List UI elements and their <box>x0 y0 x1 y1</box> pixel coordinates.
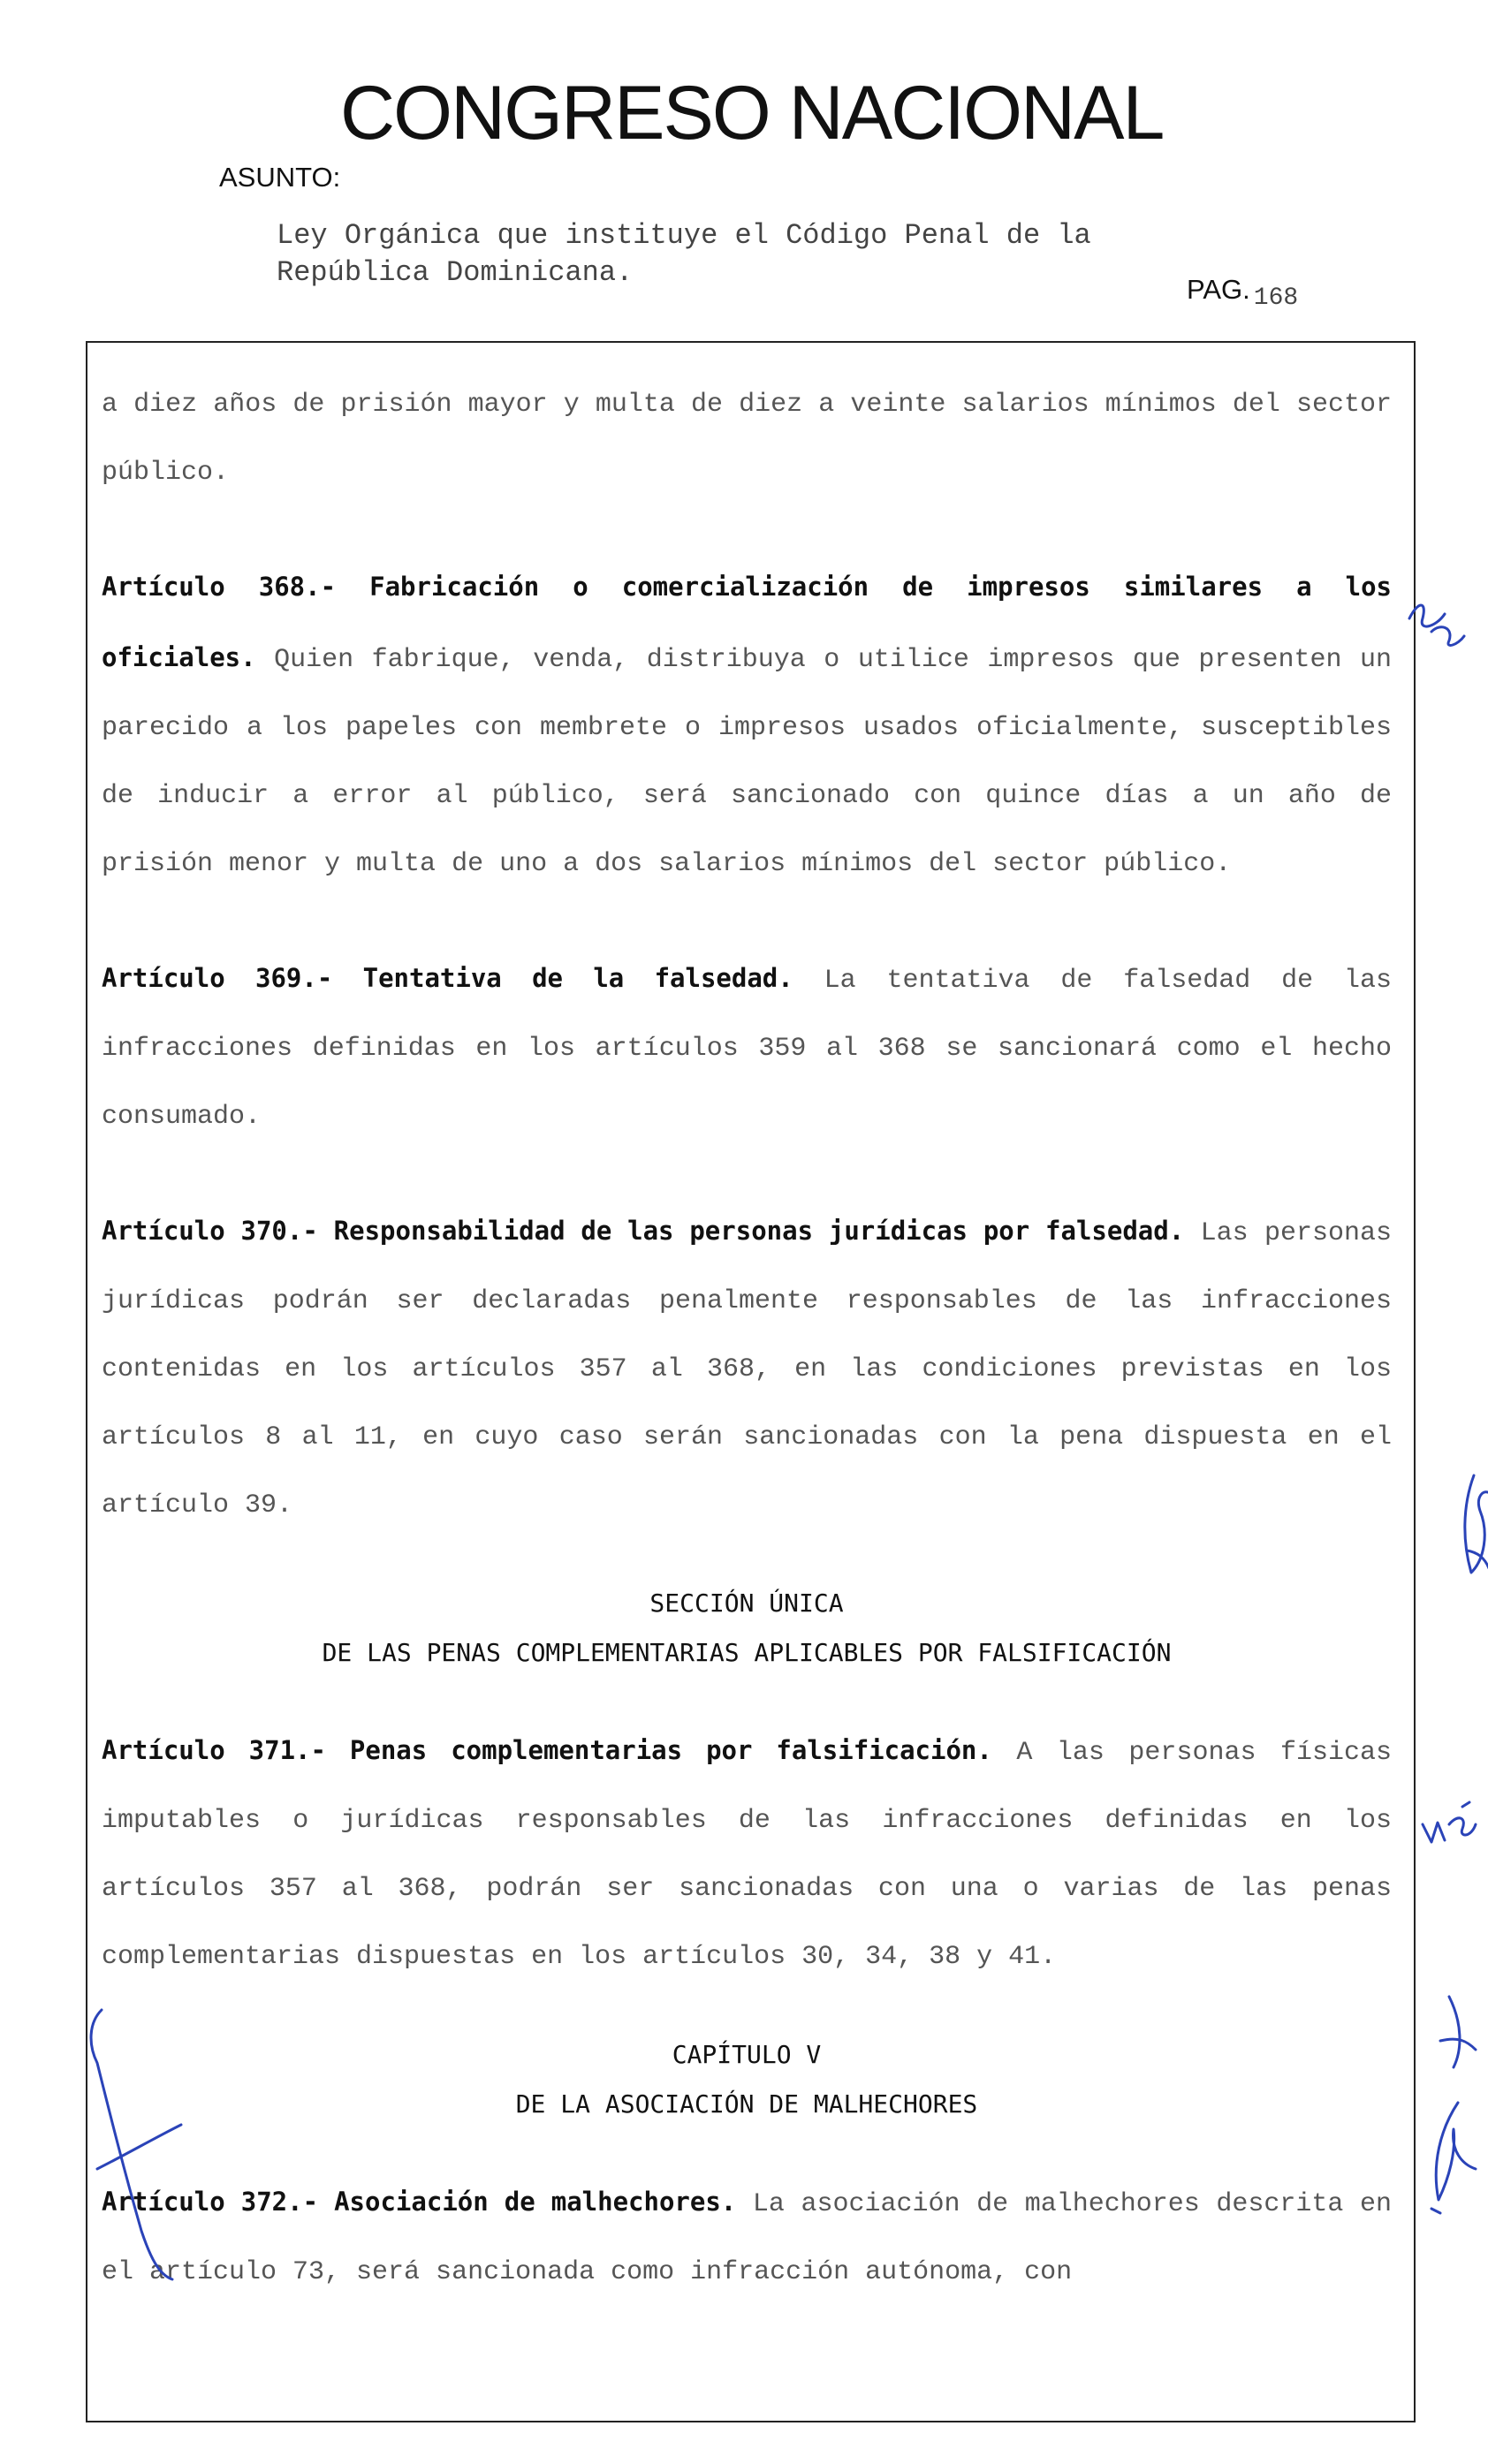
chapter-subtitle: DE LA ASOCIACIÓN DE MALHECHORES <box>515 2089 978 2119</box>
margin-large-initial <box>75 1992 190 2284</box>
article-369 <box>102 944 1392 1151</box>
article-372-heading: Artículo 372.- Asociación de malhechores. <box>102 2187 737 2217</box>
intro-paragraph: a diez años de prisión mayor y multa de diez a veinte salarios mínimos del sector público. <box>102 390 1392 488</box>
page-indicator <box>1187 274 1299 312</box>
document-body <box>102 371 1392 2307</box>
article-370-heading: Artículo 370.- Responsabilidad de las personas jurídicas por falsedad. <box>102 1216 1185 1246</box>
article-371-text: A las personas físicas imputables o jurídicas responsables de las infracciones definidas en los artículos 357 al 368, podrán ser sancionadas con una o varias de las penas complementarias dispuestas en los artículos 30, 34, 38 y 41. <box>102 1738 1392 1972</box>
article-371-heading: Artículo 371.- Penas complementarias por falsificación. <box>102 1735 992 1765</box>
section-subtitle: DE LAS PENAS COMPLEMENTARIAS APLICABLES POR FALSIFICACIÓN <box>322 1638 1172 1667</box>
section-title: SECCIÓN ÚNICA <box>649 1588 844 1618</box>
margin-number-note <box>1418 1798 1480 1851</box>
page-number: 168 <box>1253 284 1299 312</box>
article-369-text: La tentativa de falsedad de las infracciones definidas en los artículos 359 al 368 se sancionará como el hecho consumado. <box>102 966 1393 1132</box>
article-371 <box>102 1717 1392 1991</box>
article-370-text: Las personas jurídicas podrán ser declaradas penalmente responsables de las infracciones contenidas en los artículos 357 al 368, en las condiciones previstas en los artículos 8 al 11, en cuyo caso serán sancionadas con la pena dispuesta en el artículo 39. <box>102 1218 1392 1520</box>
article-372-text: La asociación de malhechores descrita en el artículo 73, será sancionada como infracción autónoma, con <box>102 2189 1393 2287</box>
section-heading <box>102 1579 1392 1678</box>
margin-initials-top <box>1401 592 1471 663</box>
article-368-heading: Artículo 368.- Fabricación o comercialización de impresos similares a los oficiales. <box>102 572 1392 672</box>
chapter-title: CAPÍTULO V <box>672 2040 822 2069</box>
page-label: PAG. <box>1187 274 1250 305</box>
article-369-heading: Artículo 369.- Tentativa de la falsedad. <box>102 963 793 993</box>
institution-title: CONGRESO NACIONAL <box>340 71 1164 155</box>
article-368-text: Quien fabrique, venda, distribuya o utilice impresos que presenten un parecido a los papeles con membrete o impresos usados oficialmente, susceptibles de inducir a error al público, será sancionado con quince días a un año de prisión menor y multa de uno a dos salarios mínimos del sector público. <box>102 645 1392 879</box>
article-372 <box>102 2168 1392 2307</box>
margin-signature-lower <box>1414 1988 1484 2226</box>
margin-signature-middle <box>1458 1471 1488 1586</box>
article-368 <box>102 553 1392 898</box>
article-370 <box>102 1197 1392 1540</box>
asunto-label: ASUNTO: <box>219 162 341 193</box>
subject-text <box>277 217 1249 292</box>
chapter-heading <box>102 2030 1392 2129</box>
subject-line-1: Ley Orgánica que instituye el Código Penal de la <box>277 219 1091 252</box>
subject-line-2: República Dominicana. <box>277 256 634 289</box>
